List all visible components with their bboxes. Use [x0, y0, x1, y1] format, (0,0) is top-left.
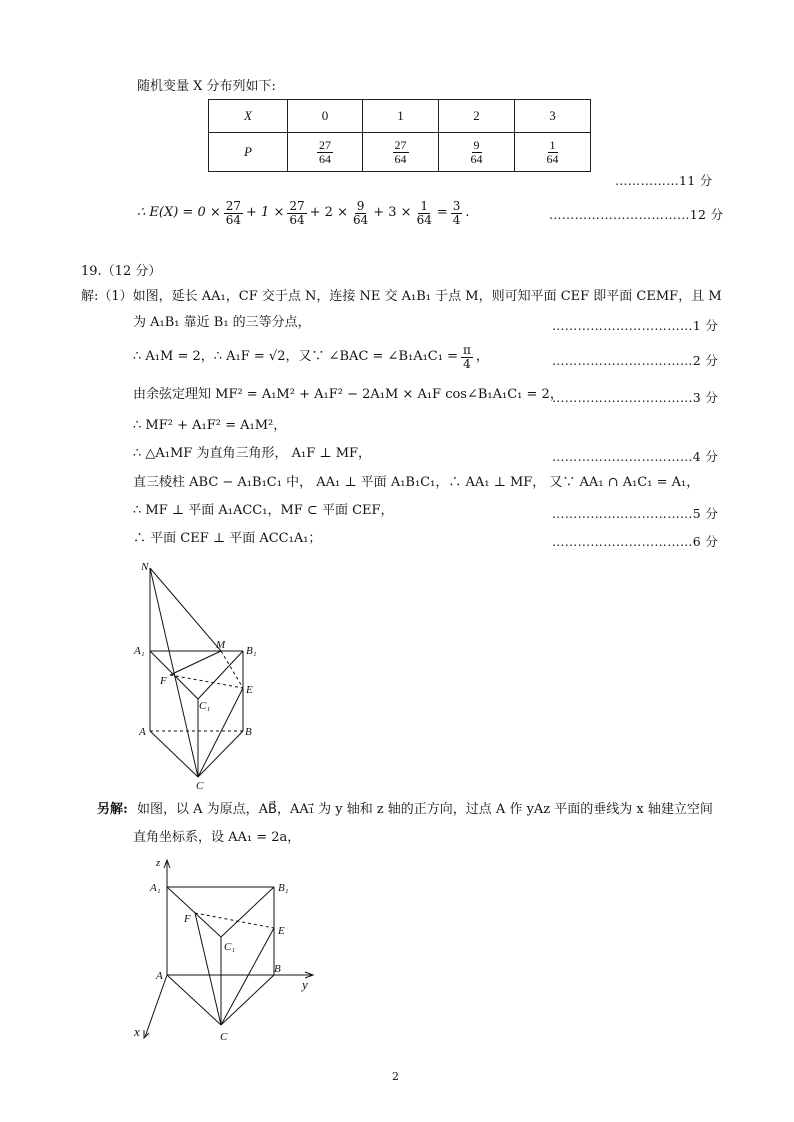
label-a: A	[139, 726, 146, 738]
label-f: F	[160, 675, 167, 687]
alt-solution-line: 如图，以 A 为原点，AB⃗，AA₁⃗ 为 y 轴和 z 轴的正方向，过点 A 作 yAz 平面的垂线为 x 轴建立空间	[137, 802, 713, 817]
page-number: 2	[392, 1070, 399, 1083]
prism-figure-1	[130, 555, 270, 795]
label-c: C	[220, 1031, 228, 1043]
solution-line: ∴ A₁M = 2，∴ A₁F = √2，又∵ ∠BAC = ∠B₁A₁C₁ = $\frac{\pi}{4}$ ，	[133, 342, 489, 371]
solution-line: 解:（1）如图，延长 AA₁，CF 交于点 N，连接 NE 交 A₁B₁ 于点 M，则可知平面 CEF 即平面 CEMF，且 M	[81, 289, 722, 304]
label-b1: B₁	[246, 645, 257, 657]
label-c1: C₁	[199, 700, 211, 712]
label-f: F	[184, 913, 191, 925]
solution-line: ∴ MF² + A₁F² = A₁M²，	[133, 418, 287, 433]
score-marker: ……………………………3 分	[552, 390, 719, 405]
table-value: 3	[515, 100, 591, 133]
question-title: 19.（12 分）	[81, 264, 162, 279]
table-value: 1	[363, 100, 439, 133]
solution-line: ∴ MF ⊥ 平面 A₁ACC₁，MF ⊂ 平面 CEF，	[133, 503, 394, 518]
label-a1: A₁	[134, 645, 145, 657]
label-m: M	[216, 639, 226, 651]
solution-line: ∴ △A₁MF 为直角三角形， A₁F ⊥ MF，	[133, 446, 372, 461]
score-marker: ……………………………4 分	[552, 449, 719, 464]
label-e: E	[278, 925, 285, 937]
table-prob: $\frac{1}{64}$	[515, 133, 591, 172]
expectation-formula: ∴ E(X) = 0 × $\frac{27}{64}$ + 1 × $\frac{27}{64}$ + 2 × $\frac{9}{64}$ + 3 × $\frac{1}{64}$ = $\frac{3}{4}$ .	[137, 198, 470, 227]
label-c1: C₁	[224, 941, 236, 953]
table-value: 2	[439, 100, 515, 133]
label-n: N	[141, 561, 149, 573]
label-b: B	[245, 726, 252, 738]
label-c: C	[196, 780, 204, 792]
solution-line: 由余弦定理知 MF² = A₁M² + A₁F² − 2A₁M × A₁F cos∠B₁A₁C₁ = 2，	[133, 387, 563, 402]
table-value: 0	[288, 100, 363, 133]
label-a1: A₁	[150, 882, 161, 894]
table-header-x: X	[209, 100, 288, 133]
label-a: A	[156, 970, 163, 982]
label-y: y	[302, 977, 308, 992]
label-x: x	[134, 1024, 140, 1039]
solution-line: 为 A₁B₁ 靠近 B₁ 的三等分点，	[133, 315, 311, 330]
prism-figure-2	[130, 850, 330, 1050]
score-marker: ……………………………12 分	[549, 207, 724, 222]
table-prob: $\frac{9}{64}$	[439, 133, 515, 172]
alt-solution-line: 直角坐标系，设 AA₁ = 2a，	[133, 830, 301, 845]
label-b: B	[274, 963, 281, 975]
score-marker: ……………………………1 分	[552, 318, 719, 333]
alt-solution-label: 另解:	[97, 802, 128, 817]
label-z: z	[156, 857, 161, 869]
score-marker: ……………11 分	[615, 173, 713, 188]
score-marker: ……………………………2 分	[552, 353, 719, 368]
solution-line: ∴ 平面 CEF ⊥ 平面 ACC₁A₁；	[133, 531, 322, 546]
table-prob: $\frac{27}{64}$	[363, 133, 439, 172]
solution-line: 直三棱柱 ABC − A₁B₁C₁ 中， AA₁ ⊥ 平面 A₁B₁C₁，∴ AA₁ ⊥ MF， 又∵ AA₁ ∩ A₁C₁ = A₁，	[133, 475, 700, 490]
table-prob: $\frac{27}{64}$	[288, 133, 363, 172]
score-marker: ……………………………6 分	[552, 534, 719, 549]
distribution-table	[208, 99, 591, 172]
score-marker: ……………………………5 分	[552, 506, 719, 521]
table-header-p: P	[209, 133, 288, 172]
distribution-intro: 随机变量 X 分布列如下:	[137, 79, 276, 94]
label-e: E	[246, 684, 253, 696]
label-b1: B₁	[278, 882, 289, 894]
